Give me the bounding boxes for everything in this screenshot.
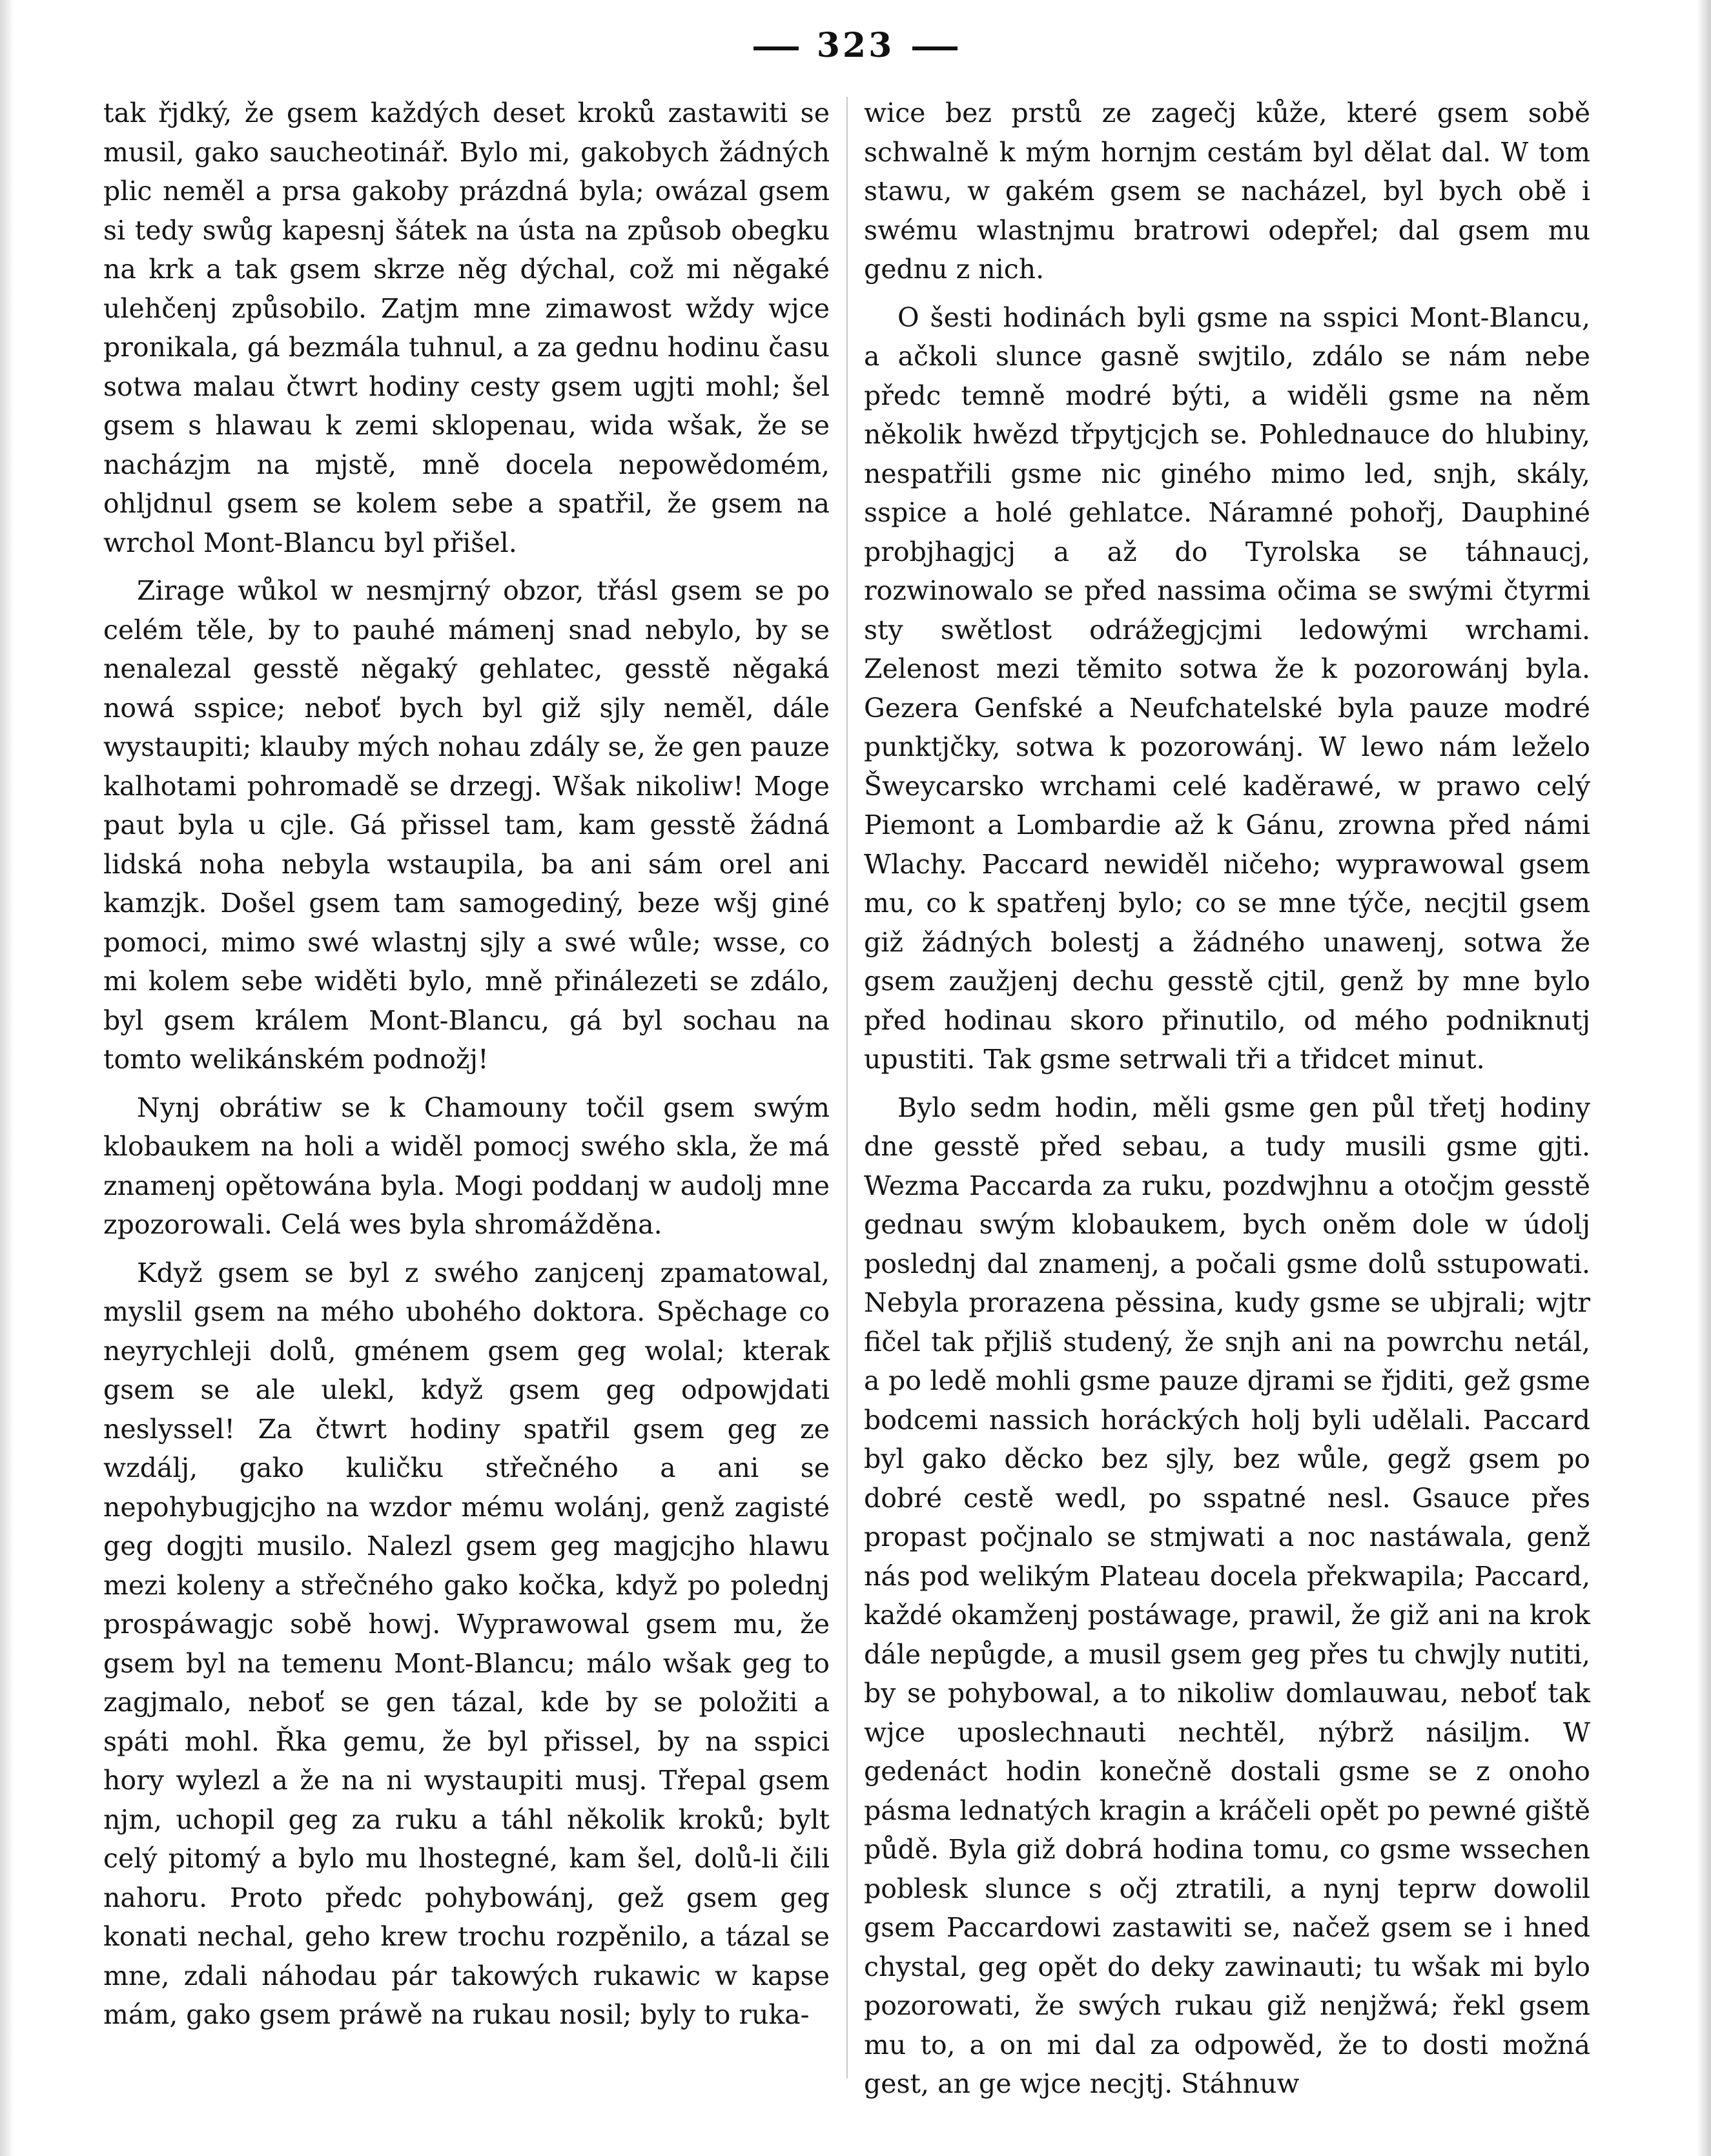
paragraph: tak řjdký, že gsem každých deset kroků zastawiti se musil, gako saucheotinář. Bylo mi, gakobych žádných plic neměl a prsa gakoby prázdná byla; owázal gsem si tedy swůg kapesnj šátek na ústa na způsob obegku na krk a tak gsem skrze něg dýchal, což mi něgaké ulehčenj způsobilo. Zatjm mne zimawost wždy wjce pronikala, gá bezmála tuhnul, a za gednu hodinu času sotwa malau čtwrt hodiny cesty gsem ugjti mohl; šel gsem s hlawau k zemi sklopenau, wida wšak, že se nacházjm na mjstě, mně docela nepowědomém, ohljdnul gsem se kolem sebe a spatřil, že gsem na wrchol Mont-Blancu byl přišel.: [103, 97, 830, 558]
scan-edge-left: [0, 0, 14, 2156]
paragraph: Nynj obrátiw se k Chamouny točil gsem swým klobaukem na holi a widěl pomocj swého skla, že má znamenj opětowána byla. Mogi poddanj w audolj mne zpozorowali. Celá wes byla shromážděna.: [103, 1092, 830, 1240]
paragraph: Zirage wůkol w nesmjrný obzor, třásl gsem se po celém těle, by to pauhé mámenj snad nebylo, by se nenalezal gesstě něgaký gehlatec, gesstě něgaká nowá sspice; neboť bych byl giž sjly neměl, dále wystaupiti; klauby mých nohau zdály se, že gen pauze kalhotami pohromadě se drzegj. Wšak nikoliw! Moge paut byla u cjle. Gá přissel tam, kam gesstě žádná lidská noha nebyla wstaupila, ba ani sám orel ani kamzjk. Došel gsem tam samogediný, beze wšj giné pomoci, mimo swé wlastnj sjly a swé wůle; wsse, co mi kolem sebe widěti bylo, mně přinálezeti se zdálo, byl gsem králem Mont-Blancu, gá byl sochau na tomto welikánském podnožj!: [103, 575, 830, 1075]
page-number: 323: [816, 26, 895, 65]
left-column: [103, 94, 830, 2044]
paragraph: O šesti hodinách byli gsme na sspici Mont-Blancu, a ačkoli slunce gasně swjtilo, zdálo se nám nebe předc temně modré býti, a widěli gsme na něm několik hwězd třpytjcjch se. Pohlednauce do hlubiny, nespatřili gsme nic giného mimo led, snjh, skály, sspice a holé gehlatce. Náramné pohořj, Dauphiné probjhagjcj a až do Tyrolska se táhnaucj, rozwinowalo se před nassima očima se swými čtyrmi sty swětlost odrážegjcjmi ledowými wrchami. Zelenost mezi těmito sotwa že k pozorowánj byla. Gezera Genfské a Neufchatelské byla pauze modré punktjčky, sotwa k pozorowánj. W lewo nám leželo Šweycarsko wrchami celé kaděrawé, w prawo celý Piemont a Lombardie až k Gánu, zrownа před námi Wlachy. Paccard newiděl ničeho; wyprawowal gsem mu, co k spatřenj bylo; co se mne týče, necjtil gsem giž žádných bolestj a žádného unawenj, sotwa že gsem zaužjenj dechu gesstě cjtil, genž by mne bylo před hodinau skoro přinutilo, od mého podniknutj upustiti. Tak gsme setrwali tři a třidcet minut.: [864, 301, 1590, 1075]
header-dash-left: [753, 46, 799, 50]
scan-edge-right: [1697, 0, 1711, 2156]
column-divider: [846, 97, 848, 2079]
paragraph: wice bez prstů ze zagečj kůže, které gsem sobě schwalně k mým hornjm cestám byl dělat dal. W tom stawu, w gakém gsem se nacházel, byl bych obě i swému wlastnjmu bratrowi odepřel; dal gsem mu gednu z nich.: [864, 97, 1590, 285]
page-header: [0, 26, 1711, 65]
header-dash-right: [912, 46, 958, 50]
paragraph: Když gsem se byl z swého zanjcenj zpamatowal, myslil gsem na mého ubohého doktora. Spěchage co neyrychleji dolů, gménem gsem geg wolal; kterak gsem se ale ulekl, když gsem geg odpowjdati neslyssel! Za čtwrt hodiny spatřil gsem geg ze wzdálj, gako kuličku střečného a ani se nepohybugjcjho na wzdor mému wolánj, genž zagisté geg dogjti musilo. Nalezl gsem geg magjcjho hlawu mezi koleny a střečného gako kočka, když po polednj prospáwagjc sobě howj. Wyprawowal gsem mu, že gsem byl na temenu Mont-Blancu; málo wšak geg to zagjmalo, neboť se gen tázal, kde by se položiti a spáti mohl. Řka gemu, že byl přissel, by na sspici hory wylezl a že na ni wystaupiti musj. Třepal gsem njm, uchopil geg za ruku a táhl několik kroků; bylt celý pitomý a bylo mu lhostegné, kam šel, dolů-li čili nahoru. Proto předc pohybowánj, gež gsem geg konati nechal, geho krew trochu rozpěnilo, a tázal se mne, zdali náhodau pár takowých rukawic w kapse mám, gako gsem práwě na rukau nosil; byly to ruka-: [103, 1257, 830, 2030]
right-column: [864, 94, 1590, 2113]
paragraph: Bylo sedm hodin, měli gsme gen půl třetj hodiny dne gesstě před sebau, a tudy musili gsme gjti. Wezma Paccarda za ruku, pozdwjhnu a otočjm gesstě gednau swým klobaukem, bych oněm dole w údolj poslednj dal znamenj, a počali gsme dolů sstupowati. Nebyla prorazena pěssina, kudy gsme se ubjrali; wjtr fičel tak přjliš studený, že snjh ani na powrchu netál, a po ledě mohli gsme pauze djrami se řjditi, gež gsme bodcemi nassich horáckých holj byli udělali. Paccard byl gako děcko bez sjly, bez wůle, gegž gsem po dobré cestě wedl, po sspatné nesl. Gsauce přes propast počjnalo se stmjwati a noc nastáwala, genž nás pod welikým Plateau docela překwapila; Paccard, každé okamženj postáwage, prawil, že giž ani na krok dále nepůgde, a musil gsem geg přes tu chwjly nutiti, by se pohybowal, a to nikoliw domlauwau, neboť tak wjce uposlechnauti nechtěl, nýbrž násiljm. W gedenáct hodin konečně dostali gsme se z onoho pásma lednatých kragin a kráčeli opět po pewné giště půdě. Byla giž dobrá hodina tomu, co gsme wssechen poblesk slunce s očj ztratili, a nynj teprw dowolil gsem Paccardowi zastawiti se, načež gsem se i hned chystal, geg opět do deky zawinauti; tu wšak mi bylo pozorowati, že swých rukau giž nenjžwá; řekl gsem mu to, a on mi dal za odpowěd, že to dosti možná gest, an ge wjce necjtj. Stáhnuw: [864, 1092, 1590, 2099]
